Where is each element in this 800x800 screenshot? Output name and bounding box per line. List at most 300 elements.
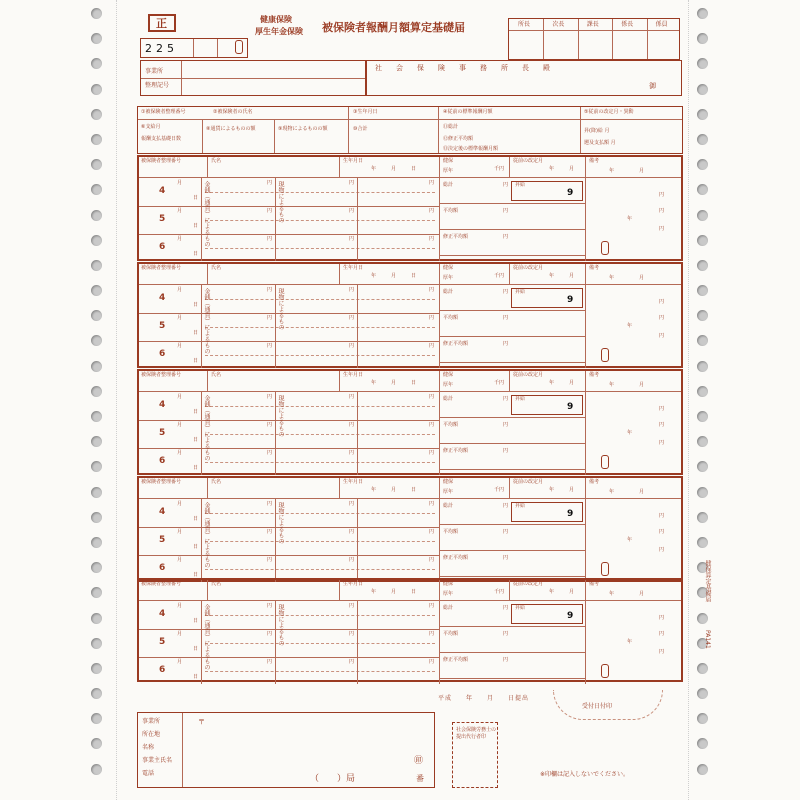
block-line <box>509 371 510 391</box>
yen-sum: 円 <box>429 631 435 637</box>
feed-hole <box>697 663 708 674</box>
month-number: 6 <box>159 456 166 466</box>
month-unit: 月 <box>177 603 183 609</box>
prev-std-label: 従前の改定月 <box>513 372 544 378</box>
feed-hole <box>697 159 708 170</box>
office-name-label: 整理記号 <box>145 82 170 89</box>
employee-block <box>137 476 683 582</box>
feed-hole <box>91 738 102 749</box>
col-days: 報酬支払基礎日数 <box>141 136 182 142</box>
right-yen-3: 円 <box>659 226 665 232</box>
code-stamp <box>235 40 243 54</box>
postal-mark: 〒 <box>198 718 205 726</box>
submitter-label: 事業所 <box>142 718 161 725</box>
birth-label: 生年月日 <box>343 265 364 271</box>
yen-sum: 円 <box>429 529 435 535</box>
month-number: 5 <box>159 214 166 224</box>
birth-unit: 年 <box>371 166 377 172</box>
yen-inkind: 円 <box>349 603 355 609</box>
calc-yen: 円 <box>503 657 509 663</box>
col-raise: 昇(降)給 月 <box>584 128 610 134</box>
right-yen-2: 円 <box>659 208 665 214</box>
block-line <box>275 284 276 368</box>
feed-hole <box>91 613 102 624</box>
block-line <box>585 580 586 684</box>
right-year: 年 <box>627 639 633 645</box>
year-label: 年 <box>609 489 615 495</box>
feed-hole <box>697 613 708 624</box>
pension-label: 厚年 <box>443 275 454 281</box>
employee-block <box>137 262 683 368</box>
block-line <box>357 177 358 261</box>
right-yen-1: 円 <box>659 299 665 305</box>
feed-hole <box>697 335 708 346</box>
year-label: 年 <box>609 275 615 281</box>
calc-label: 総計 <box>443 396 454 402</box>
block-line <box>357 284 358 368</box>
col-pay-month: ⑥支給月 <box>141 124 161 130</box>
birth-unit: 月 <box>391 273 397 279</box>
approval-stamp-label: 次長 <box>552 21 565 28</box>
standard-label: 健保 <box>443 265 454 271</box>
inkind-vertical-label: 現物によるもの <box>277 502 284 544</box>
block-line <box>339 478 340 498</box>
block-line <box>509 478 510 498</box>
block-line <box>357 498 358 582</box>
approval-stamp-label: 課長 <box>586 21 599 28</box>
remarks-label: 備考 <box>589 372 600 378</box>
year-label: 年 <box>609 591 615 597</box>
block-line <box>357 391 358 475</box>
row-stamp <box>601 562 609 576</box>
day-unit: 日 <box>193 544 199 550</box>
block-line <box>139 600 681 601</box>
block-line <box>339 371 340 391</box>
calc-label: 総計 <box>443 182 454 188</box>
right-yen-3: 円 <box>659 333 665 339</box>
form-code-box <box>140 38 248 58</box>
yen-sum: 円 <box>429 315 435 321</box>
birth-unit: 日 <box>411 380 417 386</box>
month-number: 4 <box>159 507 166 517</box>
pension-label: 厚年 <box>443 489 454 495</box>
sheet-mark-box <box>148 14 176 32</box>
feed-hole <box>697 84 708 95</box>
yen-sum: 円 <box>429 603 435 609</box>
calc-yen: 円 <box>503 341 509 347</box>
inkind-vertical-label: 現物によるもの <box>277 288 284 330</box>
prev-std-month: 月 <box>569 589 575 595</box>
yen-inkind: 円 <box>349 631 355 637</box>
right-year: 年 <box>627 537 633 543</box>
right-yen-1: 円 <box>659 406 665 412</box>
seal-mark: ㊞ <box>414 756 424 766</box>
month-number: 6 <box>159 563 166 573</box>
yen-sum: 円 <box>429 501 435 507</box>
birth-label: 生年月日 <box>343 581 364 587</box>
right-feed-holes <box>697 8 711 789</box>
feed-hole <box>91 260 102 271</box>
block-line <box>201 391 202 475</box>
nine-mark: 9 <box>567 611 574 621</box>
currency-vertical-label: 金銭（通貨）によるもの <box>203 288 210 354</box>
feed-hole <box>697 436 708 447</box>
currency-vertical-label: 金銭（通貨）によるもの <box>203 604 210 670</box>
yen-inkind: 円 <box>349 422 355 428</box>
office-suffix: 御 <box>649 82 656 90</box>
yen-inkind: 円 <box>349 659 355 665</box>
feed-hole <box>697 713 708 724</box>
block-line <box>509 157 510 177</box>
stamp-divider <box>578 19 579 59</box>
prev-std-label: 従前の改定月 <box>513 581 544 587</box>
calc-label: 総計 <box>443 503 454 509</box>
standard-label: 健保 <box>443 581 454 587</box>
yen-inkind: 円 <box>349 180 355 186</box>
birth-unit: 月 <box>391 166 397 172</box>
block-line <box>339 264 340 284</box>
adjust-label: 昇給 <box>515 503 526 509</box>
month-unit: 月 <box>177 422 183 428</box>
yen-sum: 円 <box>429 180 435 186</box>
office-label: 社会保険事務所長殿 <box>375 64 564 72</box>
yen-inkind: 円 <box>349 450 355 456</box>
col-decided: ⑬決定後の標準報酬月額 <box>443 146 499 152</box>
day-unit: 日 <box>193 330 199 336</box>
inkind-vertical-label: 現物によるもの <box>277 604 284 646</box>
stamp-divider <box>612 19 613 59</box>
office-address-box <box>366 60 682 96</box>
calc-line <box>439 203 585 204</box>
feed-hole <box>697 285 708 296</box>
name-label: 氏名 <box>211 265 222 271</box>
calc-yen: 円 <box>503 422 509 428</box>
dashed-guide <box>205 327 435 328</box>
approval-stamp-label: 所長 <box>518 21 531 28</box>
feed-hole <box>697 512 708 523</box>
birth-unit: 日 <box>411 273 417 279</box>
block-line <box>509 580 510 600</box>
month-number: 4 <box>159 186 166 196</box>
yen-currency: 円 <box>267 603 273 609</box>
sheet-mark: 正 <box>156 17 167 30</box>
submitter-label: 事業主氏名 <box>142 757 173 764</box>
month-label: 月 <box>639 168 645 174</box>
block-line <box>275 498 276 582</box>
stamp-header-line <box>509 30 679 31</box>
calc-line <box>439 550 585 551</box>
month-unit: 月 <box>177 529 183 535</box>
feed-hole <box>91 310 102 321</box>
calc-label: 総計 <box>443 605 454 611</box>
submission-date: 平成 年 月 日提出 <box>438 695 530 702</box>
right-yen-1: 円 <box>659 192 665 198</box>
right-yen-3: 円 <box>659 547 665 553</box>
office-code-box <box>140 60 366 96</box>
dashed-guide <box>205 355 435 356</box>
side-form-name: 健保算定基礎届 <box>704 560 711 602</box>
feed-hole <box>91 134 102 145</box>
dashed-guide <box>205 192 435 193</box>
prev-std-month: 月 <box>569 166 575 172</box>
prev-std-month: 月 <box>569 273 575 279</box>
feed-hole <box>91 285 102 296</box>
birth-unit: 年 <box>371 589 377 595</box>
right-yen-2: 円 <box>659 529 665 535</box>
office-code-label: 事業所 <box>145 68 164 75</box>
feed-hole <box>91 235 102 246</box>
month-label: 月 <box>639 275 645 281</box>
prev-std-year: 年 <box>549 487 555 493</box>
month-unit: 月 <box>177 450 183 456</box>
block-line <box>357 600 358 684</box>
month-number: 6 <box>159 665 166 675</box>
month-unit: 月 <box>177 394 183 400</box>
day-unit: 日 <box>193 572 199 578</box>
month-number: 5 <box>159 535 166 545</box>
calc-line <box>439 417 585 418</box>
month-unit: 月 <box>177 180 183 186</box>
month-row-line <box>139 313 439 314</box>
col-revised: ⑫修正平均額 <box>443 136 474 142</box>
day-unit: 日 <box>193 409 199 415</box>
dashed-guide <box>205 406 435 407</box>
row-stamp <box>601 348 609 362</box>
stamp-divider <box>647 19 648 59</box>
stamp-divider <box>543 19 544 59</box>
yen-inkind: 円 <box>349 343 355 349</box>
thousand-label: 千円 <box>494 166 505 172</box>
block-line <box>207 371 208 391</box>
yen-currency: 円 <box>267 450 273 456</box>
currency-vertical-label: 金銭（通貨）によるもの <box>203 181 210 247</box>
block-line <box>201 284 202 368</box>
form-id: PA141 <box>704 630 711 649</box>
feed-hole <box>91 688 102 699</box>
day-unit: 日 <box>193 251 199 257</box>
currency-vertical-label: 金銭（通貨）によるもの <box>203 502 210 568</box>
block-line <box>585 371 586 475</box>
remarks-label: 備考 <box>589 479 600 485</box>
feed-hole <box>697 461 708 472</box>
right-year: 年 <box>627 216 633 222</box>
right-yen-1: 円 <box>659 513 665 519</box>
birth-unit: 日 <box>411 487 417 493</box>
nine-mark: 9 <box>567 295 574 305</box>
feed-hole <box>91 361 102 372</box>
yen-currency: 円 <box>267 208 273 214</box>
col-inkind: ⑨現物によるものの額 <box>278 126 328 132</box>
block-line <box>139 391 681 392</box>
calc-label: 平均額 <box>443 529 459 535</box>
col-number: ①被保険者整理番号 <box>141 109 186 115</box>
feed-hole <box>91 109 102 120</box>
submitter-label: 名称 <box>142 744 155 751</box>
submitter-label: 電話 <box>142 770 155 777</box>
block-line <box>585 157 586 261</box>
standard-label: 健保 <box>443 158 454 164</box>
calc-yen: 円 <box>503 396 509 402</box>
block-line <box>275 391 276 475</box>
col-retro: 遡及支払額 月 <box>584 140 616 146</box>
yen-inkind: 円 <box>349 394 355 400</box>
calc-label: 平均額 <box>443 208 459 214</box>
month-unit: 月 <box>177 287 183 293</box>
calc-yen: 円 <box>503 182 509 188</box>
month-unit: 月 <box>177 315 183 321</box>
feed-hole <box>697 411 708 422</box>
day-unit: 日 <box>193 465 199 471</box>
month-number: 5 <box>159 321 166 331</box>
calc-line <box>439 678 585 679</box>
block-line <box>509 264 510 284</box>
feed-hole <box>91 84 102 95</box>
yen-inkind: 円 <box>349 287 355 293</box>
name-label: 氏名 <box>211 158 222 164</box>
day-unit: 日 <box>193 195 199 201</box>
calc-line <box>439 229 585 230</box>
inkind-vertical-label: 現物によるもの <box>277 395 284 437</box>
dashed-guide <box>205 513 435 514</box>
yen-sum: 円 <box>429 287 435 293</box>
name-label: 氏名 <box>211 581 222 587</box>
block-line <box>201 498 202 582</box>
insurance-line-1: 健康保険 <box>260 15 292 24</box>
yen-sum: 円 <box>429 208 435 214</box>
yen-sum: 円 <box>429 343 435 349</box>
yen-currency: 円 <box>267 557 273 563</box>
feed-hole <box>91 184 102 195</box>
feed-hole <box>91 713 102 724</box>
day-unit: 日 <box>193 674 199 680</box>
prev-std-month: 月 <box>569 487 575 493</box>
calc-line <box>439 255 585 256</box>
block-line <box>201 600 202 684</box>
feed-hole <box>91 638 102 649</box>
yen-currency: 円 <box>267 422 273 428</box>
feed-hole <box>697 8 708 19</box>
birth-label: 生年月日 <box>343 372 364 378</box>
labor-consultant-label: 社会保険労務士の提出代行者印 <box>456 727 497 740</box>
block-line <box>585 264 586 368</box>
block-line <box>339 157 340 177</box>
thousand-label: 千円 <box>494 487 505 493</box>
number-label: 被保険者整理番号 <box>141 479 182 485</box>
feed-hole <box>91 512 102 523</box>
yen-currency: 円 <box>267 236 273 242</box>
month-row-line <box>139 206 439 207</box>
day-unit: 日 <box>193 223 199 229</box>
pension-label: 厚年 <box>443 168 454 174</box>
name-label: 氏名 <box>211 372 222 378</box>
feed-hole <box>91 461 102 472</box>
yen-sum: 円 <box>429 422 435 428</box>
dashed-guide <box>205 220 435 221</box>
yen-inkind: 円 <box>349 236 355 242</box>
dashed-guide <box>205 569 435 570</box>
form-title: 被保険者報酬月額算定基礎届 <box>322 21 465 34</box>
calc-yen: 円 <box>503 234 509 240</box>
yen-inkind: 円 <box>349 501 355 507</box>
calc-line <box>439 362 585 363</box>
feed-hole <box>91 33 102 44</box>
month-row-line <box>139 448 439 449</box>
number-label: 被保険者整理番号 <box>141 265 182 271</box>
month-number: 4 <box>159 400 166 410</box>
month-label: 月 <box>639 382 645 388</box>
block-line <box>339 580 340 600</box>
feed-hole <box>91 537 102 548</box>
feed-hole <box>697 487 708 498</box>
right-yen-2: 円 <box>659 422 665 428</box>
month-unit: 月 <box>177 501 183 507</box>
block-line <box>439 371 440 475</box>
name-label: 氏名 <box>211 479 222 485</box>
calc-yen: 円 <box>503 208 509 214</box>
dashed-guide <box>205 462 435 463</box>
calc-label: 総計 <box>443 289 454 295</box>
calc-line <box>439 626 585 627</box>
month-number: 5 <box>159 428 166 438</box>
yen-currency: 円 <box>267 659 273 665</box>
month-row-line <box>139 341 439 342</box>
feed-hole <box>697 764 708 775</box>
calc-yen: 円 <box>503 605 509 611</box>
feed-hole <box>697 235 708 246</box>
remarks-label: 備考 <box>589 265 600 271</box>
day-unit: 日 <box>193 302 199 308</box>
feed-hole <box>697 738 708 749</box>
adjust-label: 昇給 <box>515 396 526 402</box>
month-unit: 月 <box>177 343 183 349</box>
col-sum: ⑩合計 <box>353 126 368 132</box>
yen-currency: 円 <box>267 501 273 507</box>
feed-hole <box>697 386 708 397</box>
feed-hole <box>91 562 102 573</box>
calc-line <box>439 336 585 337</box>
yen-inkind: 円 <box>349 529 355 535</box>
adjust-label: 昇給 <box>515 605 526 611</box>
feed-hole <box>697 310 708 321</box>
right-yen-1: 円 <box>659 615 665 621</box>
column-header <box>137 106 683 154</box>
number-label: 被保険者整理番号 <box>141 581 182 587</box>
standard-label: 健保 <box>443 479 454 485</box>
calc-label: 修正平均額 <box>443 657 469 663</box>
dashed-guide <box>205 615 435 616</box>
feed-hole <box>697 260 708 271</box>
calc-label: 平均額 <box>443 315 459 321</box>
feed-hole <box>91 335 102 346</box>
yen-currency: 円 <box>267 315 273 321</box>
pension-label: 厚年 <box>443 382 454 388</box>
submitter-label: 所在地 <box>142 731 161 738</box>
month-row-line <box>139 657 439 658</box>
block-line <box>207 478 208 498</box>
month-unit: 月 <box>177 236 183 242</box>
calc-yen: 円 <box>503 289 509 295</box>
feed-hole <box>91 210 102 221</box>
calc-label: 修正平均額 <box>443 555 469 561</box>
feed-hole <box>91 386 102 397</box>
feed-hole <box>697 184 708 195</box>
calc-yen: 円 <box>503 315 509 321</box>
feed-hole <box>697 109 708 120</box>
yen-currency: 円 <box>267 394 273 400</box>
calc-line <box>439 524 585 525</box>
block-line <box>139 284 681 285</box>
calc-yen: 円 <box>503 631 509 637</box>
